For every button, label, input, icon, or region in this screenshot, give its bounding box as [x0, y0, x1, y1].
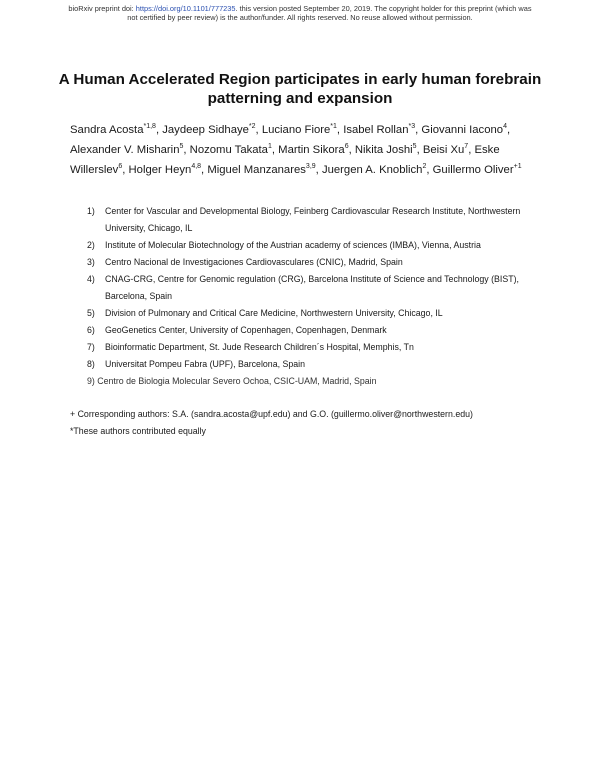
affiliation-item	[87, 254, 547, 271]
affiliation-text: Bioinformatic Department, St. Jude Research Children´s Hospital, Memphis, Tn	[105, 342, 414, 352]
author-affiliation-marker: 3,9	[305, 163, 316, 170]
affiliation-item	[87, 203, 547, 237]
affiliation-text: Centro de Biologia Molecular Severo Ochoa, CSIC-UAM, Madrid, Spain	[97, 376, 377, 386]
affiliation-item	[87, 373, 547, 390]
affiliation-number: 8)	[87, 359, 95, 369]
affiliation-number: 2)	[87, 240, 95, 250]
author-affiliation-marker: 5	[179, 143, 184, 150]
affiliation-text: Division of Pulmonary and Critical Care Medicine, Northwestern University, Chicago, IL	[105, 308, 443, 318]
affiliation-text: Institute of Molecular Biotechnology of the Austrian academy of sciences (IMBA), Vienna, Austria	[105, 240, 481, 250]
preprint-header	[0, 5, 600, 22]
author-name: Nozomu Takata	[189, 144, 268, 156]
author-name: Jaydeep Sidhaye	[162, 124, 249, 136]
affiliation-number: 1)	[87, 206, 95, 216]
equal-contribution-note: *These authors contributed equally	[70, 426, 206, 436]
affiliation-number: 9)	[87, 376, 95, 386]
author-name: Beisi Xu	[422, 144, 465, 156]
affiliation-number: 6)	[87, 325, 95, 335]
author-affiliation-marker: *1	[330, 123, 337, 130]
author-affiliation-marker: 5	[412, 143, 417, 150]
affiliation-item	[87, 271, 547, 305]
header-line-2: not certified by peer review) is the author/funder. All rights reserved. No reuse allowed without permission.	[127, 12, 473, 22]
affiliation-item	[87, 305, 547, 322]
corresponding-authors: + Corresponding authors: S.A. (sandra.acosta@upf.edu) and G.O. (guillermo.oliver@northwestern.edu)	[70, 409, 473, 419]
author-name: Alexander V. Misharin	[70, 144, 180, 156]
affiliation-number: 5)	[87, 308, 95, 318]
author-affiliation-marker: 4,8	[191, 163, 202, 170]
author-affiliation-marker: 4	[503, 123, 507, 130]
author-name: Guillermo Oliver	[432, 164, 514, 176]
author-affiliation-marker: *1,8	[143, 123, 156, 130]
affiliation-text: Center for Vascular and Developmental Biology, Feinberg Cardiovascular Research Institute, Northwestern University, Chicago, IL	[105, 206, 521, 233]
header-doi-prefix: bioRxiv preprint doi:	[68, 4, 136, 13]
affiliation-number: 7)	[87, 342, 95, 352]
correspondence-section	[70, 406, 540, 440]
affiliation-number: 4)	[87, 274, 95, 284]
affiliation-item	[87, 339, 547, 356]
author-affiliation-marker: *3	[408, 123, 416, 130]
author-name: Martin Sikora	[278, 144, 345, 156]
author-affiliation-marker: 2	[422, 163, 427, 170]
affiliation-text: GeoGenetics Center, University of Copenhagen, Copenhagen, Denmark	[105, 325, 387, 335]
author-affiliation-marker: +1	[513, 163, 522, 170]
affiliation-item	[87, 237, 547, 254]
author-name: Juergen A. Knoblich	[321, 164, 423, 176]
author-affiliation-marker: *2	[248, 123, 256, 130]
doi-link[interactable]: https://doi.org/10.1101/777235	[135, 4, 236, 13]
affiliation-item	[87, 322, 547, 339]
author-affiliation-marker: 6	[118, 163, 123, 170]
author-affiliation-marker: 1	[267, 143, 272, 150]
affiliation-item	[87, 356, 547, 373]
author-name: Nikita Joshi	[354, 144, 413, 156]
author-name: Miguel Manzanares	[207, 164, 306, 176]
author-list: Sandra Acosta$^{*1,8}$, Jaydeep Sidhaye$^{*2}$, Luciano Fiore$^{*1}$, Isabel Rollan$^{*3}$, Giovanni Iacono$^4$, Alexander V. Misharin$^5$, Nozomu Takata$^1$, Martin Sikora$^6$, Nikita Joshi$^5$, Beisi Xu$^7$, Eske Willerslev$^6$, Holger Heyn$^{4,8}$, Miguel Manzanares$^{3,9}$, Juergen A. Knoblich$^2$, Guillermo Oliver$^{+1}$	[70, 123, 522, 176]
affiliation-text: Universitat Pompeu Fabra (UPF), Barcelona, Spain	[105, 359, 305, 369]
affiliation-list	[87, 203, 547, 390]
affiliation-text: CNAG-CRG, Centre for Genomic regulation (CRG), Barcelona Institute of Science and Technology (BIST), Barcelona, Spain	[105, 274, 519, 301]
author-name: Sandra Acosta	[70, 124, 144, 136]
author-name: Luciano Fiore	[261, 124, 331, 136]
author-name: Eske Willerslev	[70, 144, 500, 176]
affiliation-number: 3)	[87, 257, 95, 267]
paper-title: A Human Accelerated Region participates in early human forebrain patterning and expansion	[58, 71, 542, 107]
author-affiliation-marker: 6	[344, 143, 349, 150]
author-name: Isabel Rollan	[343, 124, 409, 136]
affiliation-text: Centro Nacional de Investigaciones Cardiovasculares (CNIC), Madrid, Spain	[105, 257, 403, 267]
author-name: Giovanni Iacono	[421, 124, 504, 136]
header-line-1-text: . this version posted September 20, 2019. The copyright holder for this preprint (which was	[235, 4, 532, 13]
author-name: Holger Heyn	[128, 164, 192, 176]
author-affiliation-marker: 7	[464, 143, 469, 150]
